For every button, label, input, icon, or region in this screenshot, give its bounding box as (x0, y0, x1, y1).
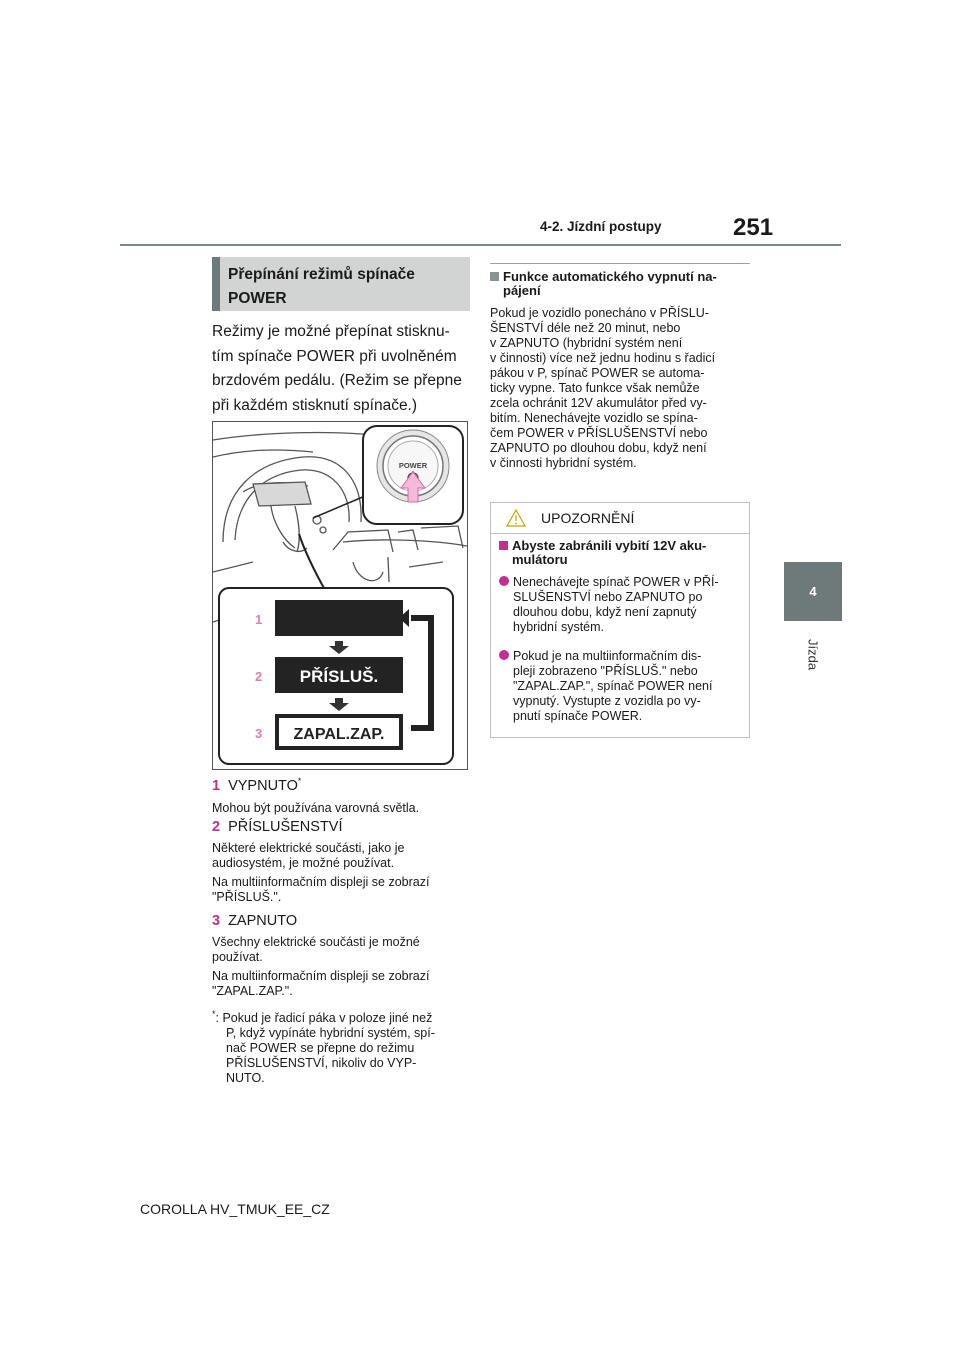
subtitle-line: Abyste zabránili vybití 12V aku- (512, 538, 707, 553)
mode-title: VYPNUTO (228, 777, 298, 794)
body-line: ZAPNUTO po dlouhou dobu, když není (490, 441, 707, 455)
bullet-line: dlouhou dobu, když není zapnutý (513, 605, 697, 619)
body-line: zcela ochránit 12V akumulátor před vy- (490, 396, 707, 410)
chapter-tab (784, 562, 842, 621)
chapter-number: 4 (809, 584, 817, 599)
mode-desc: používat. (212, 950, 263, 964)
section-heading (212, 257, 470, 311)
mode-title: ZAPNUTO (228, 913, 298, 929)
document-code: COROLLA HV_TMUK_EE_CZ (140, 1201, 330, 1217)
title-line: pájení (503, 283, 541, 298)
bullet-line: "ZAPAL.ZAP.", spínač POWER není (513, 679, 713, 693)
bullet-line: hybridní systém. (513, 620, 605, 634)
footnote (212, 1007, 480, 1086)
intro-paragraph (212, 320, 474, 418)
square-bullet (499, 541, 508, 550)
body-line: v činnosti hybridní systém. (490, 456, 637, 470)
caution-subtitle (499, 539, 745, 567)
intro-line: Režimy je možné přepínat stisknu- (212, 323, 450, 340)
auto-off-title (490, 270, 752, 298)
mode-item-2 (212, 818, 477, 905)
mode-desc: "PŘÍSLUŠ.". (212, 890, 282, 904)
column-rule (490, 263, 750, 264)
intro-line: při každém stisknutí spínače.) (212, 396, 418, 414)
mode-desc: Na multiinformačním displeji se zobrazí (212, 969, 430, 983)
mode-desc: Některé elektrické součásti, jako je (212, 841, 405, 855)
bullet-line: Pokud je na multiinformačním dis- (513, 649, 702, 663)
body-line: pákou v P, spínač POWER se automa- (490, 366, 705, 380)
step-number: 2 (255, 669, 263, 684)
bullet-line: vypnutý. Vystupte z vozidla po vy- (513, 694, 701, 708)
footnote-line: P, když vypínáte hybridní systém, spí- (226, 1026, 435, 1041)
body-line: ŠENSTVÍ déle než 20 minut, nebo (490, 321, 681, 335)
section-reference: 4-2. Jízdní postupy (540, 219, 662, 234)
caution-bullet-1 (499, 575, 747, 635)
body-line: v ZAPNUTO (hybridní systém není (490, 336, 683, 350)
mode-desc: Mohou být používána varovná světla. (212, 800, 420, 815)
heading-bar (212, 257, 220, 311)
mode-item-1 (212, 772, 477, 816)
auto-off-body (490, 306, 752, 471)
mode-desc: audiosystém, je možné používat. (212, 856, 395, 870)
body-line: v činnosti) více než jednu hodinu s řadicí (490, 351, 716, 365)
display-accessory: PŘÍSLUŠ. (299, 667, 379, 686)
heading-text (228, 263, 415, 311)
mode-item-3 (212, 912, 477, 999)
round-bullet (499, 576, 509, 586)
footnote-line: NUTO. (226, 1071, 265, 1086)
caution-bullet-2 (499, 649, 747, 724)
footnote-line: PŘÍSLUŠENSTVÍ, nikoliv do VYP- (226, 1056, 417, 1071)
caution-title: UPOZORNĚNÍ (541, 510, 635, 526)
square-bullet (490, 272, 499, 281)
power-switch-illustration (212, 421, 468, 770)
mode-number: 1 (212, 777, 221, 794)
mode-desc: Všechny elektrické součásti je možné (212, 935, 420, 949)
caution-rule (491, 533, 749, 534)
body-line: čem POWER v PŘÍSLUŠENSTVÍ nebo (490, 426, 708, 440)
mode-desc: "ZAPAL.ZAP.". (212, 984, 293, 998)
footnote-line: nač POWER se přepne do režimu (226, 1041, 415, 1056)
subtitle-line: mulátoru (512, 552, 568, 567)
round-bullet (499, 650, 509, 660)
step-number: 1 (255, 612, 263, 627)
title-line: Funkce automatického vypnutí na- (503, 269, 717, 284)
footnote-ref: * (297, 776, 302, 786)
power-button-label: POWER (398, 461, 428, 470)
body-line: Pokud je vozidlo ponecháno v PŘÍSLU- (490, 306, 709, 320)
step-number: 3 (255, 726, 263, 741)
warning-icon (505, 508, 527, 528)
dashboard-drawing (213, 422, 467, 769)
page-number: 251 (733, 214, 774, 241)
body-line: bitím. Nenechávejte vozidlo se spína- (490, 411, 698, 425)
header-rule (120, 244, 841, 246)
intro-line: tím spínače POWER při uvolněném (212, 347, 457, 365)
footnote-mark: * (212, 1009, 216, 1019)
bullet-line: pnutí spínače POWER. (513, 709, 643, 723)
bullet-line: Nenechávejte spínač POWER v PŘÍ- (513, 575, 719, 589)
mode-title: PŘÍSLUŠENSTVÍ (228, 819, 343, 835)
display-on: ZAPAL.ZAP. (293, 726, 385, 743)
caution-box (490, 502, 750, 738)
bullet-line: SLUŠENSTVÍ nebo ZAPNUTO po (513, 590, 703, 604)
body-line: ticky vypne. Tato funkce však nemůže (490, 381, 700, 395)
footnote-line: : Pokud je řadicí páka v poloze jiné než (215, 1011, 433, 1026)
heading-line: POWER (228, 290, 287, 307)
chapter-label: Jízda (805, 639, 821, 671)
mode-number: 3 (212, 913, 221, 929)
intro-line: brzdovém pedálu. (Režim se přepne (212, 372, 462, 389)
heading-line: Přepínání režimů spínače (228, 266, 415, 283)
mode-number: 2 (212, 819, 221, 835)
caution-header (491, 503, 749, 533)
mode-desc: Na multiinformačním displeji se zobrazí (212, 875, 430, 889)
bullet-line: pleji zobrazeno "PŘÍSLUŠ." nebo (513, 664, 698, 678)
